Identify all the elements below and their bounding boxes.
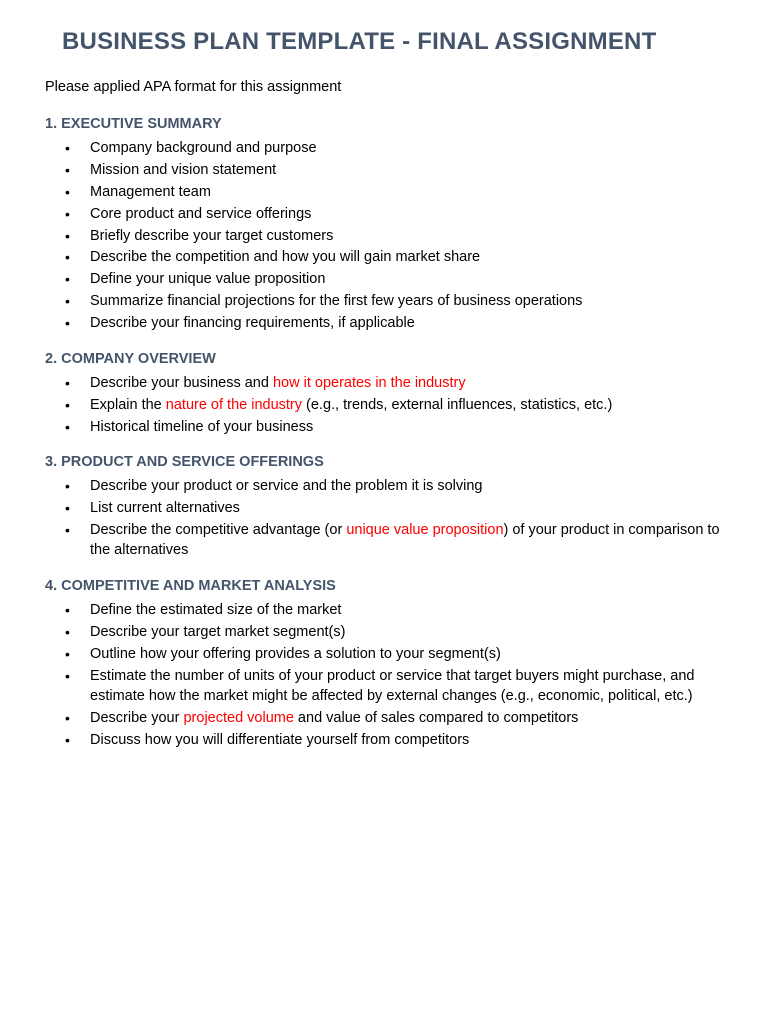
item-text: Describe your target market segment(s) bbox=[90, 623, 346, 640]
item-text: Core product and service offerings bbox=[90, 205, 312, 222]
item-text: Explain the bbox=[90, 396, 166, 413]
list-item bbox=[45, 182, 735, 203]
bullet-icon: • bbox=[65, 602, 70, 618]
list-item bbox=[45, 644, 735, 665]
item-text: Describe the competitive advantage (or bbox=[90, 521, 347, 538]
bullet-icon: • bbox=[65, 293, 70, 310]
item-text: Define your unique value proposition bbox=[90, 271, 326, 288]
item-text: Define the estimated size of the market bbox=[90, 602, 342, 618]
list-item bbox=[45, 247, 735, 268]
item-text: Briefly describe your target customers bbox=[90, 227, 334, 244]
section-product-service-offerings bbox=[45, 454, 735, 562]
bullet-icon: • bbox=[65, 623, 70, 640]
bullet-icon: • bbox=[65, 418, 70, 435]
item-text: Summarize financial projections for the first few years of business operations bbox=[90, 293, 583, 310]
list-item bbox=[45, 417, 735, 438]
item-text: and value of sales compared to competitors bbox=[293, 710, 579, 727]
section-heading: 4. COMPETITIVE AND MARKET ANALYSIS bbox=[45, 578, 336, 594]
list-item bbox=[45, 498, 735, 519]
section-heading: 1. EXECUTIVE SUMMARY bbox=[45, 116, 222, 132]
bullet-icon: • bbox=[65, 667, 70, 684]
bullet-icon: • bbox=[65, 205, 70, 222]
item-text: (e.g., trends, external influences, statistics, etc.) bbox=[302, 396, 613, 413]
bullet-icon: • bbox=[65, 227, 70, 244]
section-executive-summary bbox=[45, 116, 735, 335]
item-text: List current alternatives bbox=[90, 499, 240, 516]
item-text: Describe your financing requirements, if applicable bbox=[90, 315, 415, 332]
list-item bbox=[45, 204, 735, 225]
page-title: BUSINESS PLAN TEMPLATE - FINAL ASSIGNMENT bbox=[62, 28, 657, 55]
bullet-icon: • bbox=[65, 140, 70, 156]
bullet-icon: • bbox=[65, 521, 70, 538]
item-text: Describe your business and bbox=[90, 375, 273, 391]
bullet-icon: • bbox=[65, 645, 70, 662]
highlighted-text: projected volume bbox=[183, 710, 294, 727]
item-text: Management team bbox=[90, 183, 211, 200]
bullet-icon: • bbox=[65, 710, 70, 727]
section-heading: 2. COMPANY OVERVIEW bbox=[45, 351, 216, 367]
section-heading: 3. PRODUCT AND SERVICE OFFERINGS bbox=[45, 454, 324, 470]
item-text: Outline how your offering provides a solution to your segment(s) bbox=[90, 645, 501, 662]
item-text: Mission and vision statement bbox=[90, 161, 277, 178]
list-item bbox=[45, 666, 735, 707]
bullet-icon: • bbox=[65, 499, 70, 516]
bullet-icon: • bbox=[65, 478, 70, 494]
highlighted-text: unique value proposition bbox=[346, 521, 504, 538]
bullet-icon: • bbox=[65, 375, 70, 391]
section-company-overview bbox=[45, 351, 735, 439]
bullet-icon: • bbox=[65, 315, 70, 332]
list-item bbox=[45, 138, 735, 159]
item-text: Describe your bbox=[90, 710, 184, 727]
list-item bbox=[45, 708, 735, 729]
list-item bbox=[45, 600, 735, 621]
list-item bbox=[45, 622, 735, 643]
list-item bbox=[45, 313, 735, 334]
item-text: Estimate the number of units of your product or service that target buyers might purchase, and estimate how the market might be affected by external changes (e.g., economic, political, etc.) bbox=[90, 667, 695, 705]
list-item bbox=[45, 291, 735, 312]
bullet-list bbox=[45, 373, 735, 437]
section-competitive-market-analysis bbox=[45, 578, 735, 752]
list-item bbox=[45, 476, 735, 497]
bullet-icon: • bbox=[65, 183, 70, 200]
intro-text: Please applied APA format for this assignment bbox=[45, 79, 342, 95]
bullet-icon: • bbox=[65, 271, 70, 288]
highlighted-text: nature of the industry bbox=[165, 396, 303, 413]
bullet-icon: • bbox=[65, 161, 70, 178]
list-item bbox=[45, 373, 735, 394]
list-item bbox=[45, 160, 735, 181]
highlighted-text: how it operates in the industry bbox=[272, 375, 466, 391]
item-text: Company background and purpose bbox=[90, 140, 317, 156]
list-item bbox=[45, 395, 735, 416]
list-item bbox=[45, 520, 735, 561]
item-text: Historical timeline of your business bbox=[90, 418, 314, 435]
item-text: Describe the competition and how you will gain market share bbox=[90, 249, 481, 266]
list-item bbox=[45, 226, 735, 247]
bullet-list bbox=[45, 600, 735, 750]
bullet-list bbox=[45, 138, 735, 334]
bullet-icon: • bbox=[65, 731, 70, 748]
bullet-icon: • bbox=[65, 249, 70, 266]
list-item bbox=[45, 730, 735, 751]
item-text: ) of your product in comparison to the alternatives bbox=[90, 521, 720, 559]
item-text: Discuss how you will differentiate yourself from competitors bbox=[90, 731, 470, 748]
bullet-list bbox=[45, 476, 735, 561]
item-text: Describe your product or service and the problem it is solving bbox=[90, 478, 483, 494]
bullet-icon: • bbox=[65, 396, 70, 413]
list-item bbox=[45, 269, 735, 290]
